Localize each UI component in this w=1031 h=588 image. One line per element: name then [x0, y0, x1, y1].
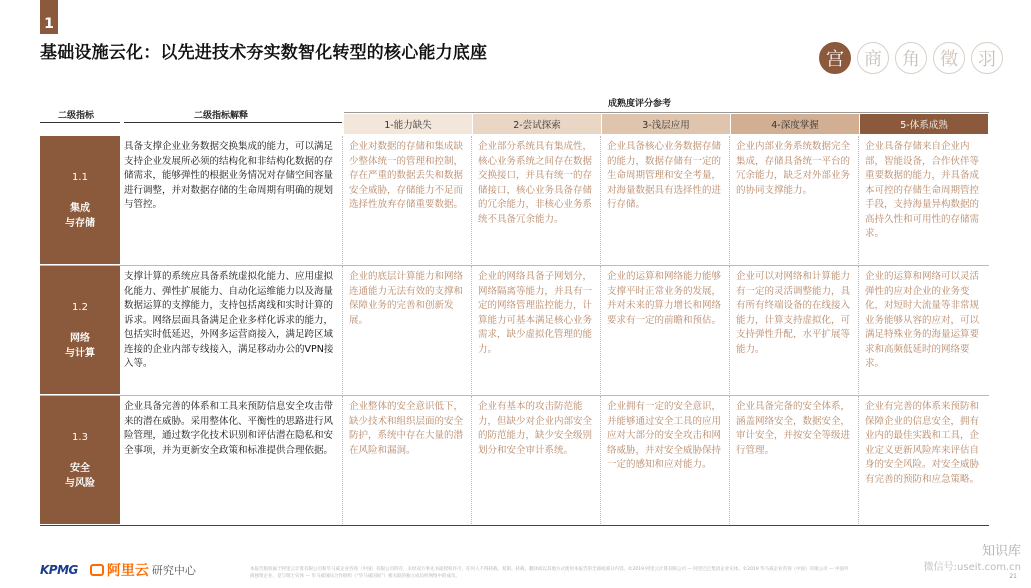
cell-level-2: 企业的网络具备子网划分，网络隔离等能力，并具有一定的网络管理监控能力，计算能力可基本满足核心业务需求，缺少虚拟化管理的能力。	[471, 266, 600, 394]
aliyun-research-center: 研究中心	[151, 564, 196, 577]
cell-level-2: 企业部分系统具有集成性，核心业务系统之间存在数据交换接口，并具有统一的存储接口，核心业务具备存储的冗余能力，非核心业务系统不具备冗余能力。	[471, 136, 600, 264]
row-code: 1.2	[72, 301, 88, 313]
table-row	[40, 396, 989, 524]
cell-level-4: 企业可以对网络和计算能力有一定的灵活调整能力，具有所有终端设备的在线接入能力，计算支持虚拟化，可支持弹性升配，水平扩展等能力。	[729, 266, 858, 394]
row-explanation: 具备支撑企业业务数据交换集成的能力，可以满足支持企业发展所必须的结构化和非结构化数据的存储需求，能够弹性的根据业务情况对存储空间容量进行调整，并对数据存储的生命周期有明确的规划与管控。	[124, 141, 334, 210]
level-2: 2-尝试探索	[473, 114, 602, 134]
level-5: 5-体系成熟	[860, 114, 989, 134]
page-footer-number: 21	[1009, 573, 1017, 580]
aliyun-name: 阿里云	[106, 563, 149, 579]
cell-level-1: 企业对数据的存储和集成缺少整体统一的管理和控制，存在严重的数据丢失和数据安全威胁，存储能力不足而选择性放弃存储重要数据。	[342, 136, 471, 264]
cell-level-5: 企业的运算和网络可以灵活弹性的应对企业的业务变化，对短时大流量等非常规业务能够从容的应对，可以满足特殊业务的海量运算要求和高频低延时的网络要求。	[858, 266, 987, 394]
header-divider	[344, 112, 989, 113]
cell-level-5: 企业有完善的体系来预防和保障企业的信息安全，拥有业内的最佳实践和工具，企业定义更新风险库来评估自身的安全风险。对安全威胁有完善的预防和应急策略。	[858, 396, 987, 524]
row-explanation: 企业具备完善的体系和工具来预防信息安全攻击带来的潜在威胁。采用整体化、平衡性的思路进行风险管理，通过数字化技术识别和评估潜在隐私和安全事项，并为更新安全政策和标准提供合理依据。	[124, 401, 334, 456]
header-maturity: 成熟度评分参考	[608, 99, 672, 109]
brand-char-zhi: 徵	[933, 42, 965, 74]
brand-char-gong: 宫	[819, 42, 851, 74]
page-title: 基础设施云化：以先进技术夯实数智化转型的核心能力底座	[40, 43, 488, 63]
row-label	[40, 266, 120, 394]
row-label	[40, 136, 120, 264]
row-code: 1.1	[72, 171, 88, 183]
level-3: 3-浅层应用	[602, 114, 731, 134]
row-code: 1.3	[72, 431, 88, 443]
footer-logos	[40, 560, 196, 580]
cell-level-1: 企业整体的安全意识低下，缺少技术和组织层面的安全防护，系统中存在大量的潜在风险和漏洞。	[342, 396, 471, 524]
cell-level-3: 企业拥有一定的安全意识，并能够通过安全工具的应用应对大部分的安全攻击和网络威胁，并对安全威胁保持一定的感知和应对能力。	[600, 396, 729, 524]
cell-level-5: 企业具备存储来自企业内部，智能设备，合作伙伴等重要数据的能力，并具备成本可控的存储生命周期管控手段，支持海量异构数据的高持久性和可用性的存储需求。	[858, 136, 987, 264]
watermark-title: 知识库	[981, 544, 1021, 559]
cell-level-1: 企业的底层计算能力和网络连通能力无法有效的支撑和保障业务的完善和创新发展。	[342, 266, 471, 394]
table-row	[40, 136, 989, 264]
header-explanation: 二级指标解释	[194, 111, 249, 121]
brand-char-jue: 角	[895, 42, 927, 74]
cell-level-2: 企业有基本的攻击防范能力，但缺少对企业内部安全的防范能力，缺少安全级别划分和安全审计系统。	[471, 396, 600, 524]
level-1: 1-能力缺失	[344, 114, 473, 134]
table-bottom-border	[40, 525, 989, 526]
level-4: 4-深度掌握	[731, 114, 860, 134]
page-number-badge	[40, 0, 58, 34]
maturity-levels-header	[344, 114, 989, 134]
cell-level-3: 企业的运算和网络能力能够支撑平时正常业务的发展，并对未来的算力增长和网络要求有一定的前瞻和预估。	[600, 266, 729, 394]
cell-level-3: 企业具备核心业务数据存储的能力，数据存储有一定的生命周期管理和安全考量，对海量数据具有选择性的进行存储。	[600, 136, 729, 264]
row-name: 与风险	[65, 477, 95, 489]
aliyun-logo	[90, 560, 196, 580]
row-name: 网络	[70, 332, 90, 344]
aliyun-icon	[90, 564, 104, 576]
header-divider	[40, 122, 120, 123]
brand-char-shang: 商	[857, 42, 889, 74]
brand-char-yu: 羽	[971, 42, 1003, 74]
watermark-wechat: 微信号:useit.com.cn	[923, 562, 1021, 573]
kpmg-logo: KPMG	[40, 563, 78, 577]
cell-level-4: 企业内部业务系统数据完全集成，存储具备统一平台的冗余能力，缺乏对外部业务的协同支撑能力。	[729, 136, 858, 264]
cell-level-4: 企业具备完备的安全体系，涵盖网络安全，数据安全，审计安全，并按安全等级进行管理。	[729, 396, 858, 524]
header-divider	[124, 122, 342, 123]
row-name: 安全	[70, 462, 90, 474]
row-label	[40, 396, 120, 524]
row-explanation: 支撑计算的系统应具备系统虚拟化能力、应用虚拟化能力、弹性扩展能力、自动化运维能力以及海量数据运算的支撑能力，支持包括离线和实时计算的诉求。网络层面具备满足企业多样化诉求的能力，包括实时低延迟，外网多运营商接入，满足跨区域连接的企业内部专线接入，满足移动办公的VPN接入等。	[124, 271, 334, 369]
watermark	[924, 544, 1021, 576]
header-level2: 二级指标	[58, 111, 95, 121]
copyright-disclaimer: 本报告版权属于阿里云计算有限公司和毕马威企业咨询（中国）有限公司所有，未经双方事先书面授权许可，任何人不得转载、复制、转载、翻译或以其他方式使用本报告的全部或部分内容。©2019 阿里云计算有限公司 — 阿里巴巴集团企业实体。©2019 毕马威企业咨询（中国）有限公司 — 中国外商独资企业，是与瑞士实体 — 毕马威国际合作组织（“毕马威国际”）相关联的独立成员所网络中的成员。	[250, 567, 849, 579]
table-row	[40, 266, 989, 394]
row-name: 与存储	[65, 217, 95, 229]
row-name: 与计算	[65, 347, 95, 359]
brand-logo	[819, 42, 1003, 74]
page-number: 1	[44, 16, 54, 32]
row-name: 集成	[70, 202, 90, 214]
